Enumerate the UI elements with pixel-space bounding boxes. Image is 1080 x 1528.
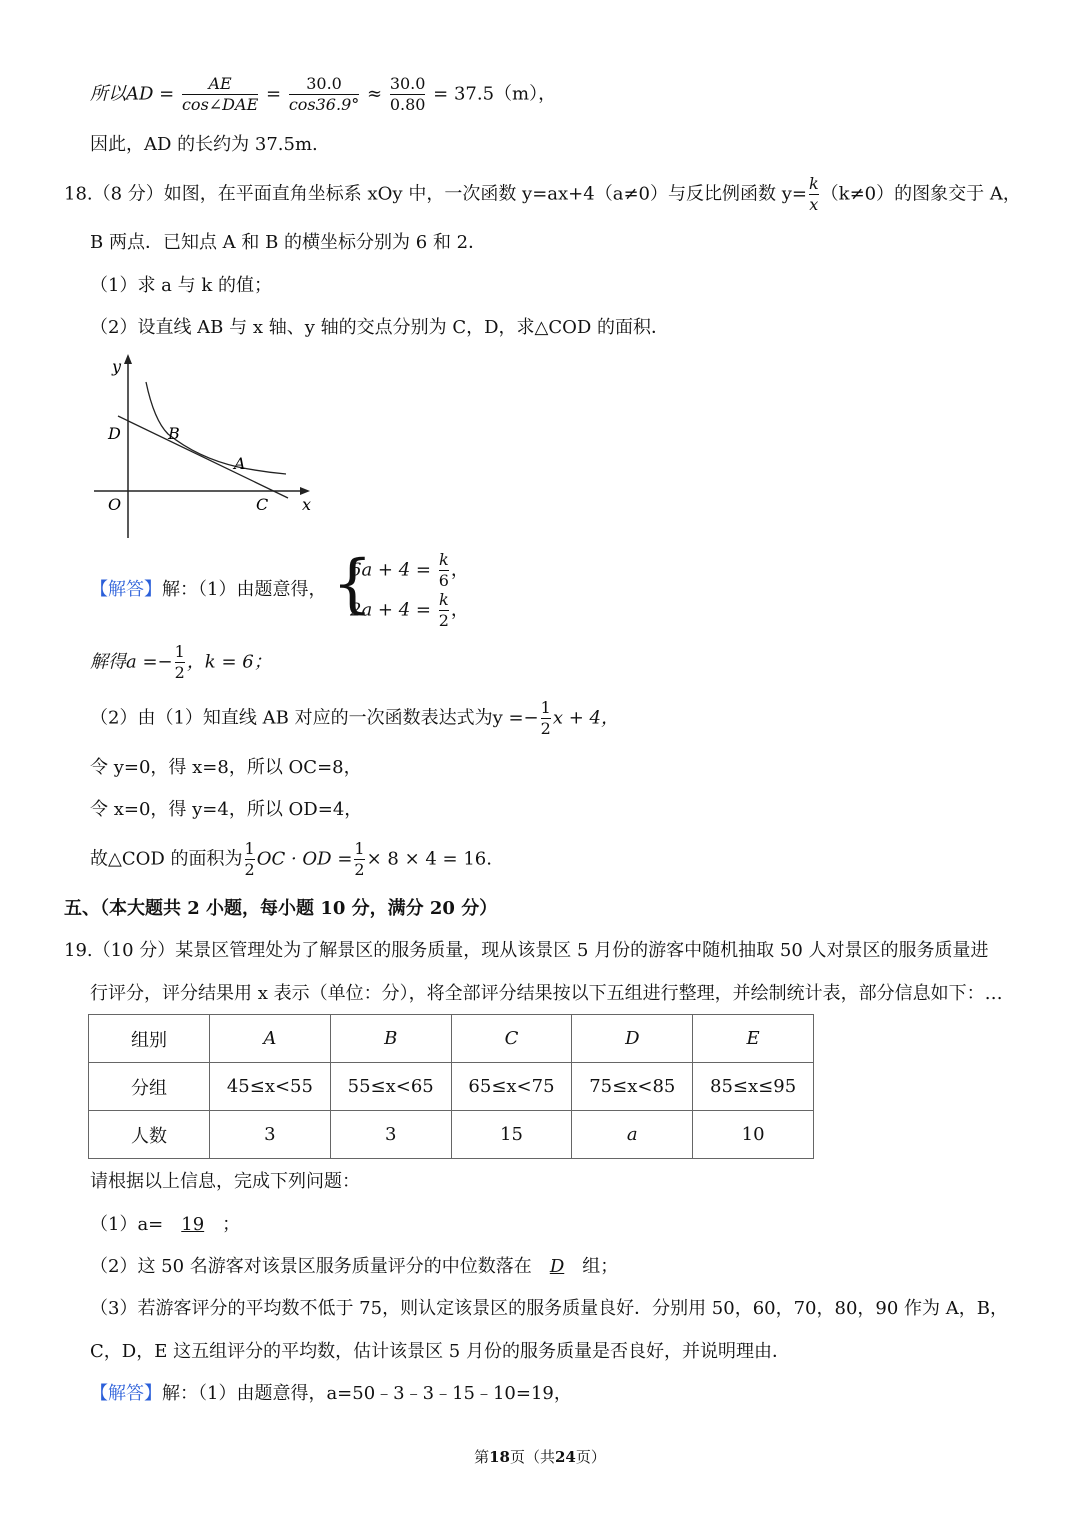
fraction: $\frac{k}{x}$ xyxy=(808,174,819,214)
answer-blank: 19 xyxy=(181,1214,205,1235)
q18-statement: 18.（8 分）如图，在平面直角坐标系 xOy 中，一次函数 y=ax+4（a≠0）与反比例函数 y= $\frac{k}{x}$ （k≠0）的图象交于 A， xyxy=(64,174,1021,214)
q18-answer-intro: 【解答】解：（1）由题意得， xyxy=(90,579,327,600)
table-row xyxy=(89,1063,814,1111)
table-cell: a xyxy=(572,1111,693,1159)
q18-part1: （1）求 a 与 k 的值； xyxy=(90,275,272,296)
table-cell: 分组 xyxy=(89,1063,210,1111)
point-a-label: A xyxy=(234,454,246,473)
system-brace: { xyxy=(332,547,373,621)
y-axis-arrow xyxy=(124,354,132,364)
fraction: $\frac{1}{2}$ xyxy=(174,642,185,682)
table-cell: 人数 xyxy=(89,1111,210,1159)
table-cell: 组别 xyxy=(89,1015,210,1063)
x-axis-arrow xyxy=(300,487,310,495)
table-cell: 3 xyxy=(330,1111,451,1159)
ad-conclusion: 因此，AD 的长约为 37.5m. xyxy=(90,134,318,155)
page-footer: 第18页（共24页） xyxy=(474,1448,606,1466)
answer-label: 【解答】 xyxy=(90,1383,162,1404)
q19-statement-cont: 行评分，评分结果用 x 表示（单位：分），将全部评分结果按以下五组进行整理，并绘制统计表，部分信息如下：… xyxy=(90,983,1003,1004)
function-graph xyxy=(88,350,328,540)
q18-area: 故△COD 的面积为 $\frac{1}{2}$ OC · OD = $\frac{1}{2}$ × 8 × 4 = 16. xyxy=(90,839,492,879)
answer-label: 【解答】 xyxy=(90,579,162,600)
system-eq1: 6a + 4 = $\frac{k}{6}$ ， xyxy=(350,550,469,590)
line-ab xyxy=(118,416,288,498)
table-cell: 65≤x<75 xyxy=(451,1063,572,1111)
q18-od: 令 x=0，得 y=4，所以 OD=4， xyxy=(90,799,363,820)
fraction: $\frac{1}{2}$ xyxy=(244,839,255,879)
y-axis-label: y xyxy=(112,357,122,376)
fraction: $\frac{30.0}{\cos 36.9^\circ}$ xyxy=(288,74,360,114)
q18-statement-cont: B 两点．已知点 A 和 B 的横坐标分别为 6 和 2． xyxy=(90,232,487,253)
point-d-label: D xyxy=(108,424,121,443)
table-cell: C xyxy=(451,1015,572,1063)
table-cell: 15 xyxy=(451,1111,572,1159)
fraction: $\frac{30.0}{0.80}$ xyxy=(389,74,426,114)
answer-blank: D xyxy=(549,1256,565,1277)
table-row xyxy=(89,1015,814,1063)
fraction: $\frac{k}{6}$ xyxy=(438,550,449,590)
q19-part1: （1）a= 19 ； xyxy=(90,1214,241,1235)
table-cell: A xyxy=(210,1015,331,1063)
fraction: $\frac{1}{2}$ xyxy=(540,698,551,738)
q18-part2-expression: （2）由（1）知直线 AB 对应的一次函数表达式为y =− $\frac{1}{2}$ x + 4， xyxy=(90,698,619,738)
q19-part3-cont: C，D，E 这五组评分的平均数，估计该景区 5 月份的服务质量是否良好，并说明理由． xyxy=(90,1341,790,1362)
point-c-label: C xyxy=(256,495,269,514)
fraction: $\frac{1}{2}$ xyxy=(354,839,365,879)
table-row xyxy=(89,1111,814,1159)
q18-solution-values: 解得a =− $\frac{1}{2}$ ，k = 6； xyxy=(90,642,272,682)
q19-answer: 【解答】解：（1）由题意得，a=50﹣3﹣3﹣15﹣10=19， xyxy=(90,1383,572,1404)
origin-label: O xyxy=(108,495,122,514)
table-cell: 85≤x≤95 xyxy=(693,1063,814,1111)
fraction: $\frac{k}{2}$ xyxy=(438,590,449,630)
q19-part2: （2）这 50 名游客对该景区服务质量评分的中位数落在 D 组； xyxy=(90,1256,619,1277)
table-cell: 3 xyxy=(210,1111,331,1159)
hyperbola-curve xyxy=(146,382,286,474)
table-cell: D xyxy=(572,1015,693,1063)
section-heading: 五、（本大题共 2 小题，每小题 10 分，满分 20 分） xyxy=(64,898,498,919)
table-cell: 10 xyxy=(693,1111,814,1159)
system-eq2: 2a + 4 = $\frac{k}{2}$ ， xyxy=(350,590,469,630)
q19-statement: 19.（10 分）某景区管理处为了解景区的服务质量，现从该景区 5 月份的游客中随机抽取 50 人对景区的服务质量进 xyxy=(64,940,989,961)
stats-table xyxy=(88,1014,814,1159)
x-axis-label: x xyxy=(302,495,312,514)
fraction: $\frac{AE}{\text{cos∠DAE}}$ xyxy=(181,74,259,114)
point-b-label: B xyxy=(168,424,180,443)
q18-oc: 令 y=0，得 x=8，所以 OC=8， xyxy=(90,757,362,778)
q18-part2: （2）设直线 AB 与 x 轴、y 轴的交点分别为 C，D，求△COD 的面积． xyxy=(90,317,670,338)
ad-computation: 所以AD = $\frac{AE}{\text{cos∠DAE}}$ = $\frac{30.0}{\cos 36.9^\circ}$ ≈ $\frac{30.0}{0.80}$ = 37.5（m）， xyxy=(90,74,557,114)
table-cell: 55≤x<65 xyxy=(330,1063,451,1111)
q19-part3: （3）若游客评分的平均数不低于 75，则认定该景区的服务质量良好．分别用 50，60，70，80，90 作为 A，B， xyxy=(90,1298,1008,1319)
table-cell: E xyxy=(693,1015,814,1063)
table-cell: B xyxy=(330,1015,451,1063)
table-cell: 45≤x<55 xyxy=(210,1063,331,1111)
q19-task: 请根据以上信息，完成下列问题： xyxy=(90,1171,360,1192)
table-cell: 75≤x<85 xyxy=(572,1063,693,1111)
